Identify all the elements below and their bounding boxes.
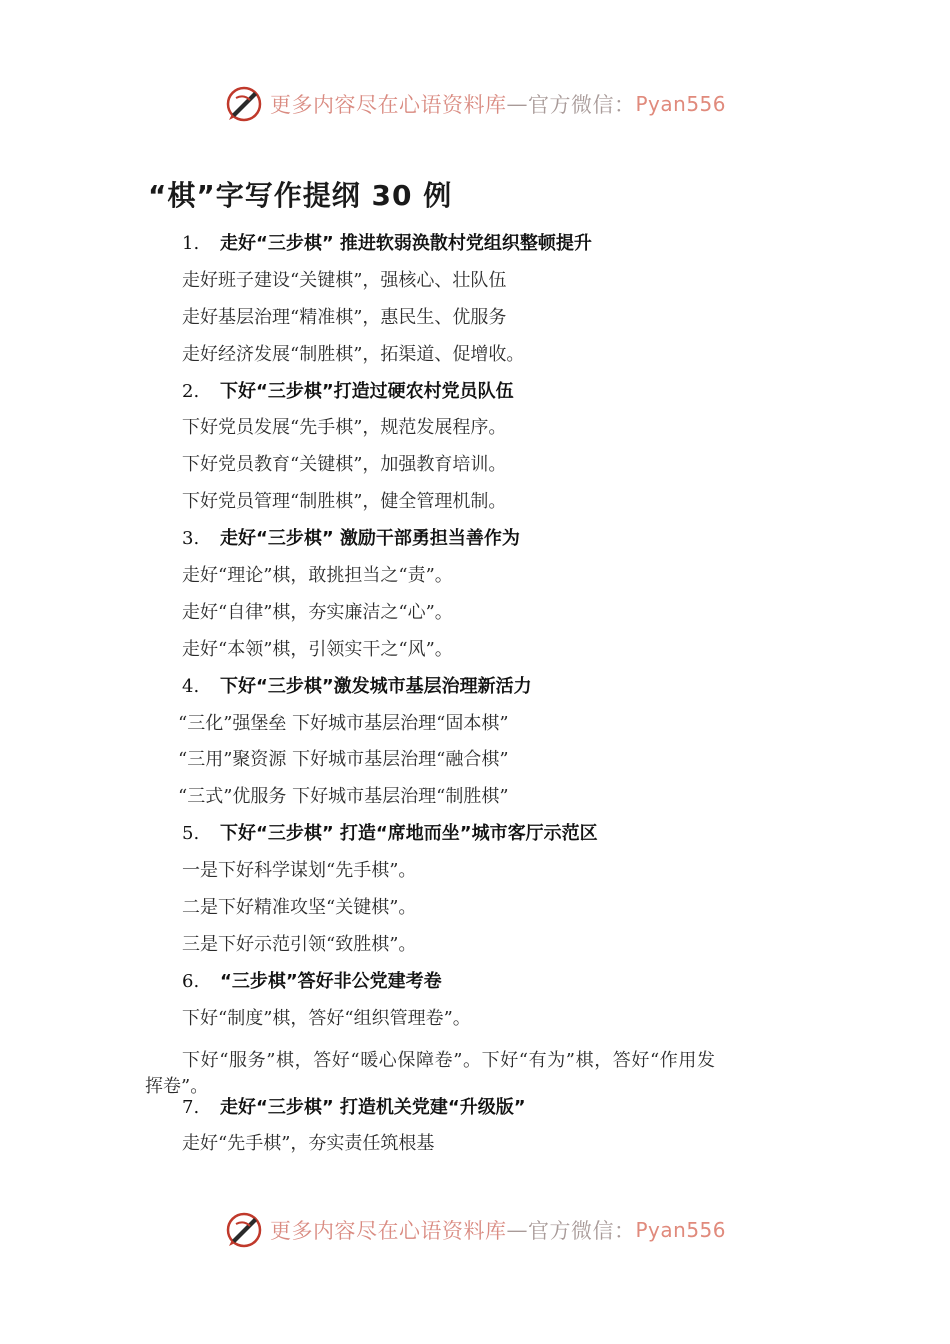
section-number: 6. <box>182 970 200 992</box>
section-heading <box>0 1090 950 1127</box>
header-banner <box>224 84 744 124</box>
banner-separator: — <box>506 1218 528 1242</box>
list-item-text: 走好经济发展“制胜棋”，拓渠道、促增收。 <box>182 343 525 365</box>
list-item-text: 走好“先手棋”，夯实责任筑根基 <box>182 1133 435 1155</box>
list-item <box>0 742 950 779</box>
list-item <box>0 558 950 595</box>
list-item-text: 下好党员管理“制胜棋”，健全管理机制。 <box>182 491 507 513</box>
list-item-text: 一是下好科学谋划“先手棋”。 <box>182 860 417 882</box>
section-heading-text: 走好“三步棋” 推进软弱涣散村党组织整顿提升 <box>220 233 592 254</box>
list-item <box>0 1001 950 1038</box>
section-heading <box>0 226 950 263</box>
list-item-text: 走好“本领”棋，引领实干之“风”。 <box>182 638 453 660</box>
banner-wechat-id: Pyan556 <box>635 92 727 116</box>
document-title: “棋”字写作提纲 30 例 <box>148 179 453 212</box>
section-number: 2. <box>182 380 200 402</box>
section-heading <box>0 964 950 1001</box>
list-item <box>0 853 950 890</box>
list-item <box>0 447 950 484</box>
section-heading-text: 下好“三步棋” 打造“席地而坐”城市客厅示范区 <box>220 823 598 845</box>
list-item <box>0 484 950 521</box>
section-heading <box>0 816 950 853</box>
banner-text: 更多内容尽在心语资料库 <box>270 93 507 117</box>
section-number: 3. <box>182 528 200 550</box>
section-number: 4. <box>182 675 200 697</box>
list-item <box>0 1126 950 1163</box>
list-item-text: 三是下好示范引领“致胜棋”。 <box>182 933 417 955</box>
list-item <box>0 632 950 669</box>
pen-logo-icon <box>224 84 264 124</box>
section-number: 5. <box>182 823 200 845</box>
document-body <box>0 226 950 1163</box>
section-heading-text: 走好“三步棋” 打造机关党建“升级版” <box>220 1096 526 1118</box>
section-number: 7. <box>182 1096 200 1118</box>
list-item-text: 走好班子建设“关键棋”，强核心、壮队伍 <box>182 269 507 291</box>
section-heading <box>0 374 950 411</box>
list-item <box>0 706 950 743</box>
list-item <box>0 779 950 816</box>
paragraph-line-1: 下好“服务”棋，答好“暖心保障卷”。下好“有为”棋，答好“作用发 <box>182 1049 716 1071</box>
wrapped-paragraph <box>0 1038 950 1097</box>
list-item-text: “三用”聚资源 下好城市基层治理“融合棋” <box>178 749 509 771</box>
list-item-text: 走好基层治理“精准棋”，惠民生、优服务 <box>182 306 507 328</box>
list-item-text: “三化”强堡垒 下好城市基层治理“固本棋” <box>178 712 509 734</box>
section-heading-text: 下好“三步棋”打造过硬农村党员队伍 <box>220 380 514 402</box>
banner-wechat-id: Pyan556 <box>635 1218 727 1242</box>
list-item-text: 下好党员发展“先手棋”，规范发展程序。 <box>182 417 507 439</box>
list-item-text: 二是下好精准攻坚“关键棋”。 <box>182 897 417 919</box>
list-item <box>0 300 950 337</box>
banner-wechat-label: 官方微信： <box>528 93 636 117</box>
list-item <box>0 263 950 300</box>
list-item <box>0 410 950 447</box>
section-heading <box>0 521 950 558</box>
banner-separator: — <box>506 92 528 116</box>
footer-banner <box>224 1210 744 1250</box>
list-item-text: 走好“理论”棋，敢挑担当之“责”。 <box>182 565 453 587</box>
list-item-text: 下好“制度”棋，答好“组织管理卷”。 <box>182 1007 471 1029</box>
list-item <box>0 595 950 632</box>
list-item-text: 下好党员教育“关键棋”，加强教育培训。 <box>182 454 507 476</box>
list-item <box>0 890 950 927</box>
list-item <box>0 337 950 374</box>
section-heading <box>0 669 950 706</box>
paragraph-line-2: 挥卷”。 <box>145 1075 209 1097</box>
pen-logo-icon <box>224 1210 264 1250</box>
section-heading-text: 走好“三步棋” 激励干部勇担当善作为 <box>220 528 520 550</box>
banner-text: 更多内容尽在心语资料库 <box>270 1219 507 1243</box>
list-item-text: 走好“自律”棋，夯实廉洁之“心”。 <box>182 601 453 623</box>
section-number: 1. <box>182 233 200 254</box>
list-item <box>0 927 950 964</box>
section-heading-text: “三步棋”答好非公党建考卷 <box>220 970 442 992</box>
banner-wechat-label: 官方微信： <box>528 1219 636 1243</box>
list-item-text: “三式”优服务 下好城市基层治理“制胜棋” <box>178 786 509 808</box>
section-heading-text: 下好“三步棋”激发城市基层治理新活力 <box>220 675 532 697</box>
